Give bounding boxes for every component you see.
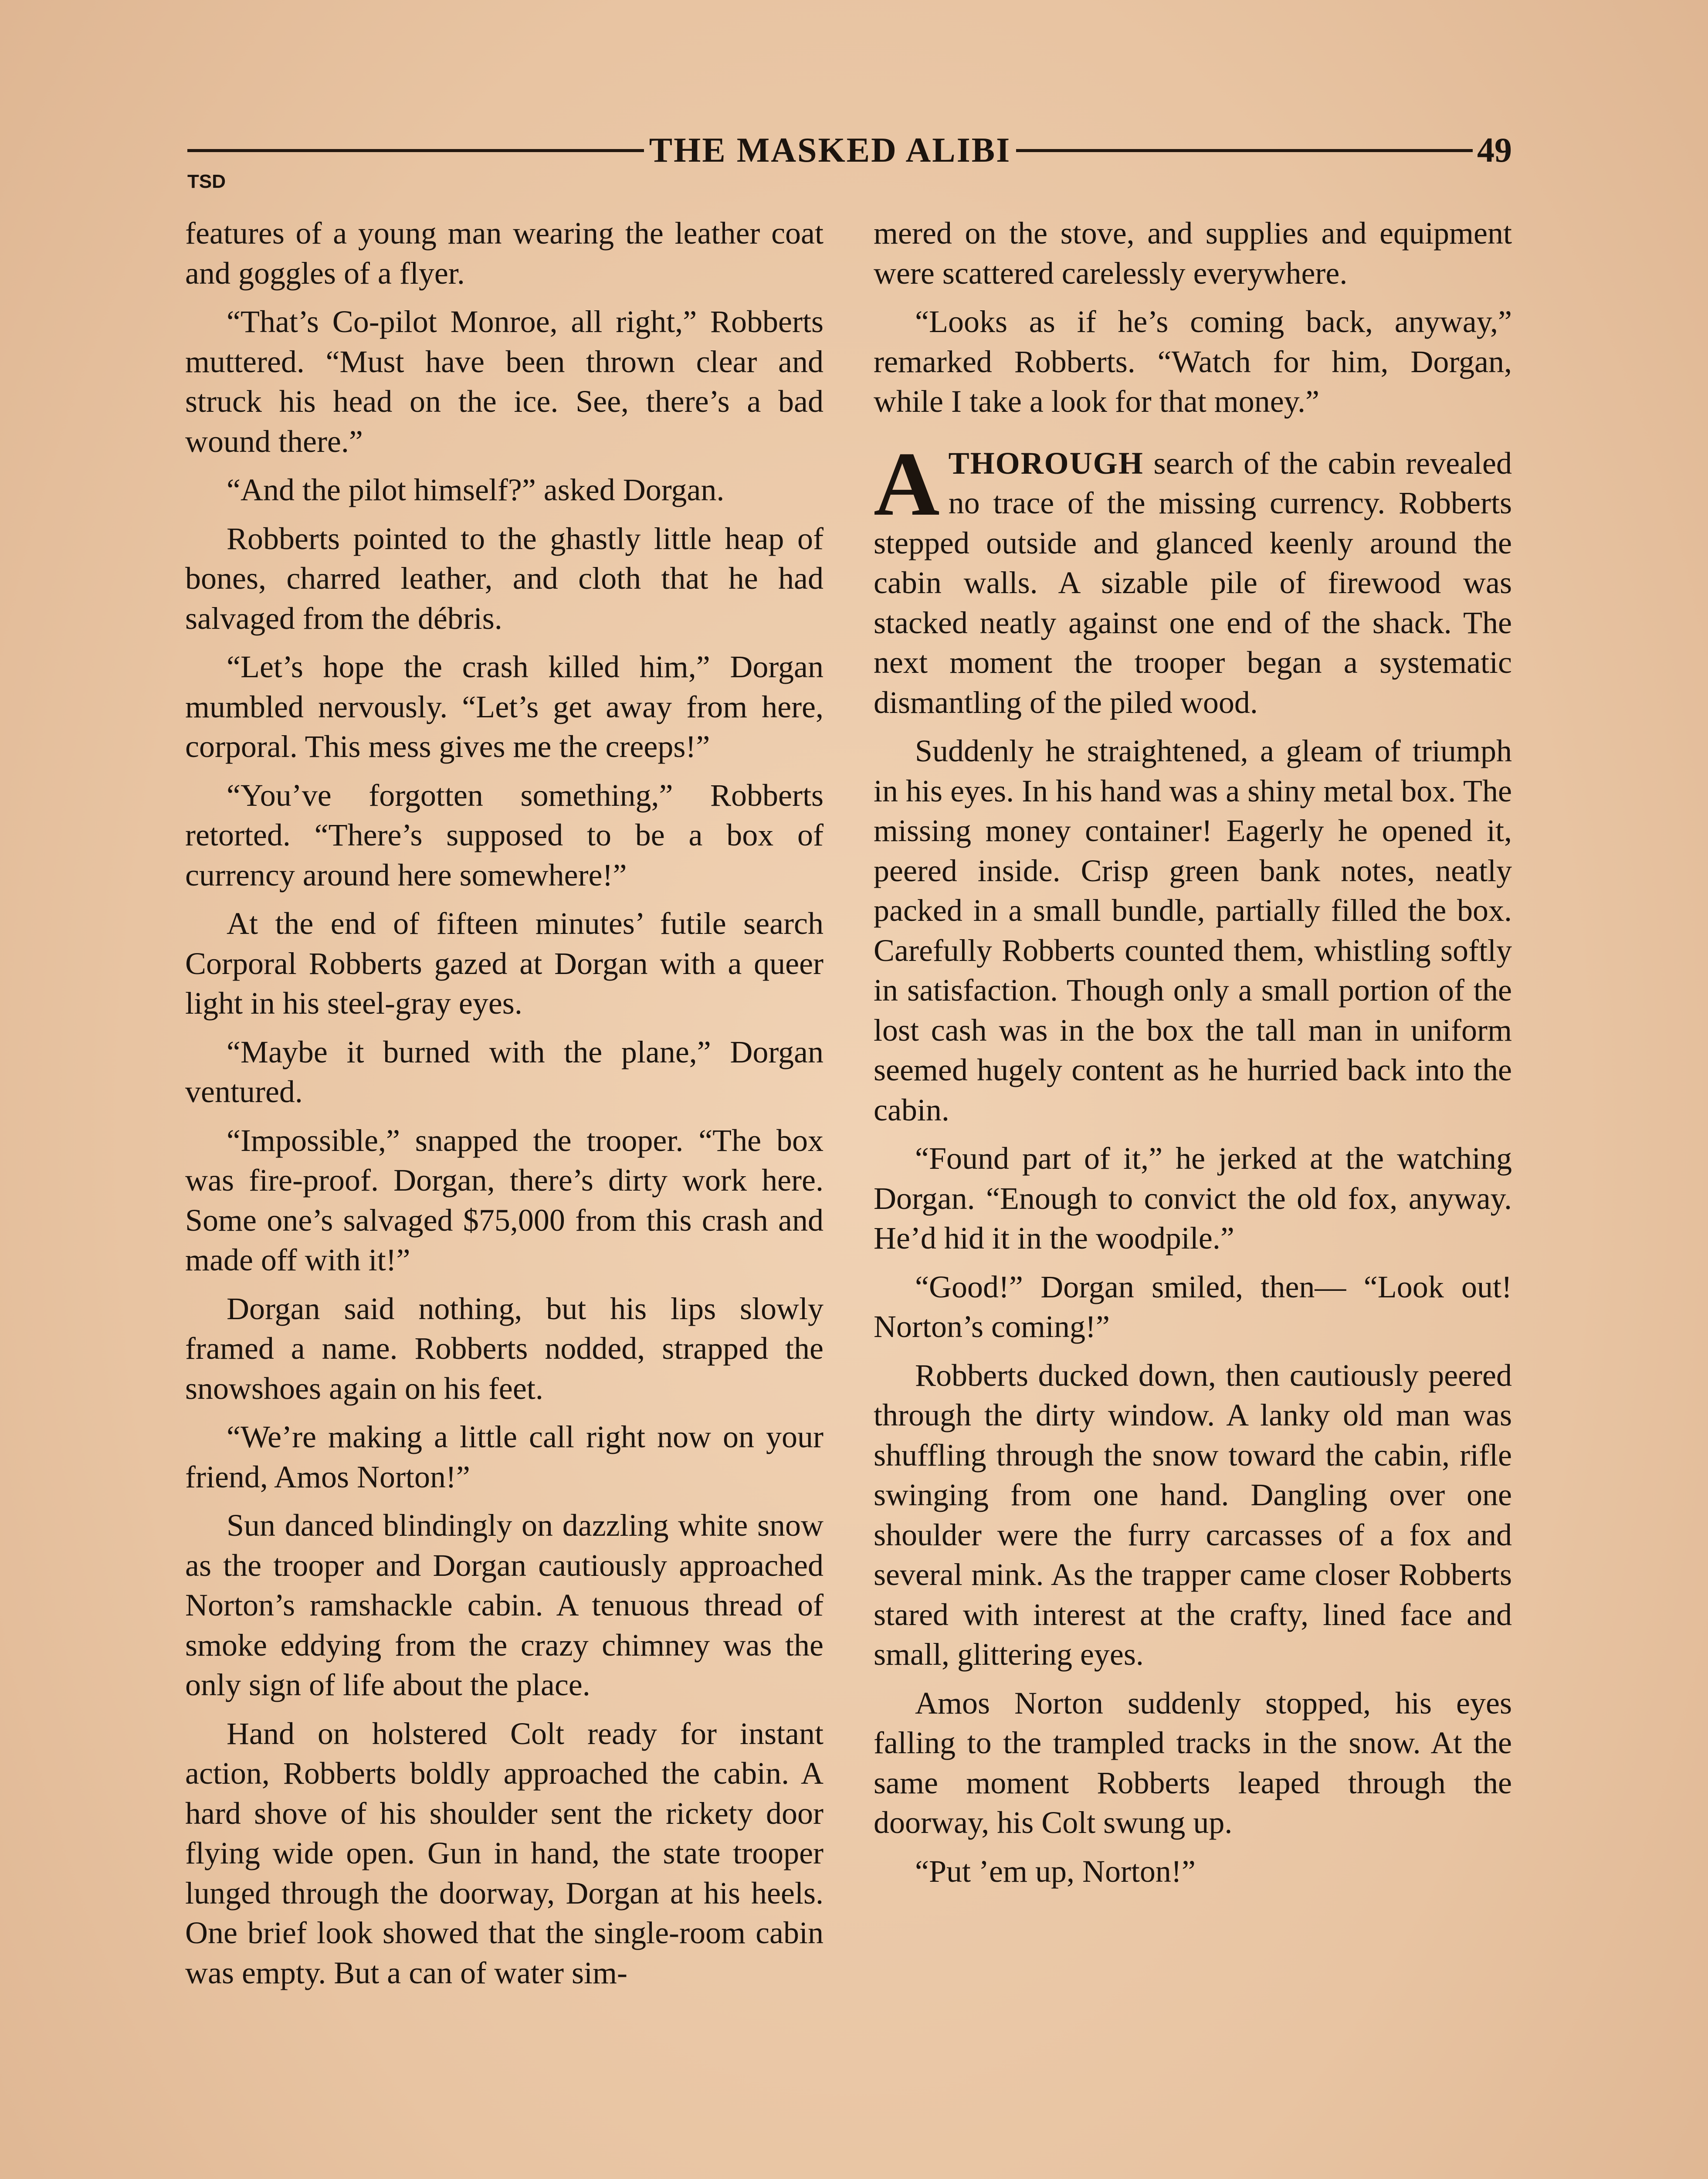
section-break [874, 422, 1512, 444]
right-column-top [874, 214, 1512, 422]
paragraph: mered on the stove, and supplies and equipment were scattered carelessly everywhere. [874, 216, 1512, 291]
paragraph: Dorgan said nothing, but his lips slowly framed a name. Robberts nodded, strapped the snowshoes again on his feet. [185, 1291, 824, 1406]
header-rule-right [1016, 149, 1473, 152]
dropcap-letter: A [874, 433, 940, 535]
paragraph: “And the pilot himself?” asked Dorgan. [227, 472, 725, 507]
paragraph: “Let’s hope the crash killed him,” Dorgan mumbled nervously. “Let’s get away from here, corporal. This mess gives me the creeps!” [185, 649, 824, 764]
paragraph: Hand on holstered Colt ready for instant action, Robberts boldly approached the cabin. A hard shove of his shoulder sent the rickety door flying wide open. Gun in hand, the state trooper lunged through the doorway, Dorgan at his heels. One brief look showed that the single-room cabin was empty. But a can of water sim- [185, 1716, 824, 1990]
dropcap-lead-word: THOROUGH [948, 445, 1144, 481]
paragraph: “We’re making a little call right now on your friend, Amos Norton!” [185, 1419, 824, 1494]
paragraph: Robberts pointed to the ghastly little heap of bones, charred leather, and cloth that he had salvaged from the débris. [185, 521, 824, 636]
story-title: THE MASKED ALIBI [649, 131, 1011, 170]
paragraph: Sun danced blindingly on dazzling white snow as the trooper and Dorgan cautiously approached Norton’s ramshackle cabin. A tenuous thread of smoke eddying from the crazy chimney was the only sign of life about the place. [185, 1508, 824, 1702]
running-header [187, 124, 1512, 176]
paragraph: features of a young man wearing the leather coat and goggles of a flyer. [185, 216, 824, 291]
paragraph: “Put ’em up, Norton!” [915, 1853, 1196, 1889]
paragraph: “That’s Co-pilot Monroe, all right,” Robberts muttered. “Must have been thrown clear and struck his head on the ice. See, there’s a bad wound there.” [185, 304, 824, 459]
header-rule-left [187, 149, 644, 152]
paragraph: “Good!” Dorgan smiled, then— “Look out! Norton’s coming!” [874, 1269, 1512, 1344]
paragraph: Robberts ducked down, then cautiously peered through the dirty window. A lanky old man was shuffling through the snow toward the cabin, rifle swinging from one hand. Dangling over one shoulder were the furry carcasses of a fox and several mink. As the trapper came closer Robberts stared with interest at the crafty, lined face and small, glittering eyes. [874, 1358, 1512, 1672]
dropcap-paragraph-text: search of the cabin revealed no trace of the missing currency. Robberts stepped outside and glanced keenly around the cabin walls. A sizable pile of firewood was stacked neatly against one end of the shack. The next moment the trooper began a systematic dismantling of the piled wood. [874, 445, 1512, 720]
paragraph: “Impossible,” snapped the trooper. “The box was fire-proof. Dorgan, there’s dirty work here. Some one’s salvaged $75,000 from this crash and made off with it!” [185, 1123, 824, 1277]
publisher-tag: TSD [187, 171, 226, 192]
left-column [185, 214, 824, 1993]
right-column [874, 214, 1512, 1891]
dropcap-paragraph [874, 433, 1512, 723]
paragraph: “Maybe it burned with the plane,” Dorgan ventured. [185, 1034, 824, 1109]
paragraph: “Found part of it,” he jerked at the watching Dorgan. “Enough to convict the old fox, anyway. He’d hid it in the woodpile.” [874, 1141, 1512, 1256]
paragraph: At the end of fifteen minutes’ futile search Corporal Robberts gazed at Dorgan with a queer light in his steel-gray eyes. [185, 906, 824, 1021]
paragraph: Suddenly he straightened, a gleam of triumph in his eyes. In his hand was a shiny metal box. The missing money container! Eagerly he opened it, peered inside. Crisp green bank notes, neatly packed in a small bundle, partially filled the box. Carefully Robberts counted them, whistling softly in satisfaction. Though only a small portion of the lost cash was in the box the tall man in uniform seemed hugely content as he hurried back into the cabin. [874, 733, 1512, 1127]
right-column-bottom [874, 731, 1512, 1891]
page-number: 49 [1477, 131, 1512, 170]
paragraph: “Looks as if he’s coming back, anyway,” remarked Robberts. “Watch for him, Dorgan, while I take a look for that money.” [874, 304, 1512, 419]
paragraph: “You’ve forgotten something,” Robberts retorted. “There’s supposed to be a box of currency around here somewhere!” [185, 777, 824, 893]
paragraph: Amos Norton suddenly stopped, his eyes falling to the trampled tracks in the snow. At the same moment Robberts leaped through the doorway, his Colt swung up. [874, 1685, 1512, 1840]
